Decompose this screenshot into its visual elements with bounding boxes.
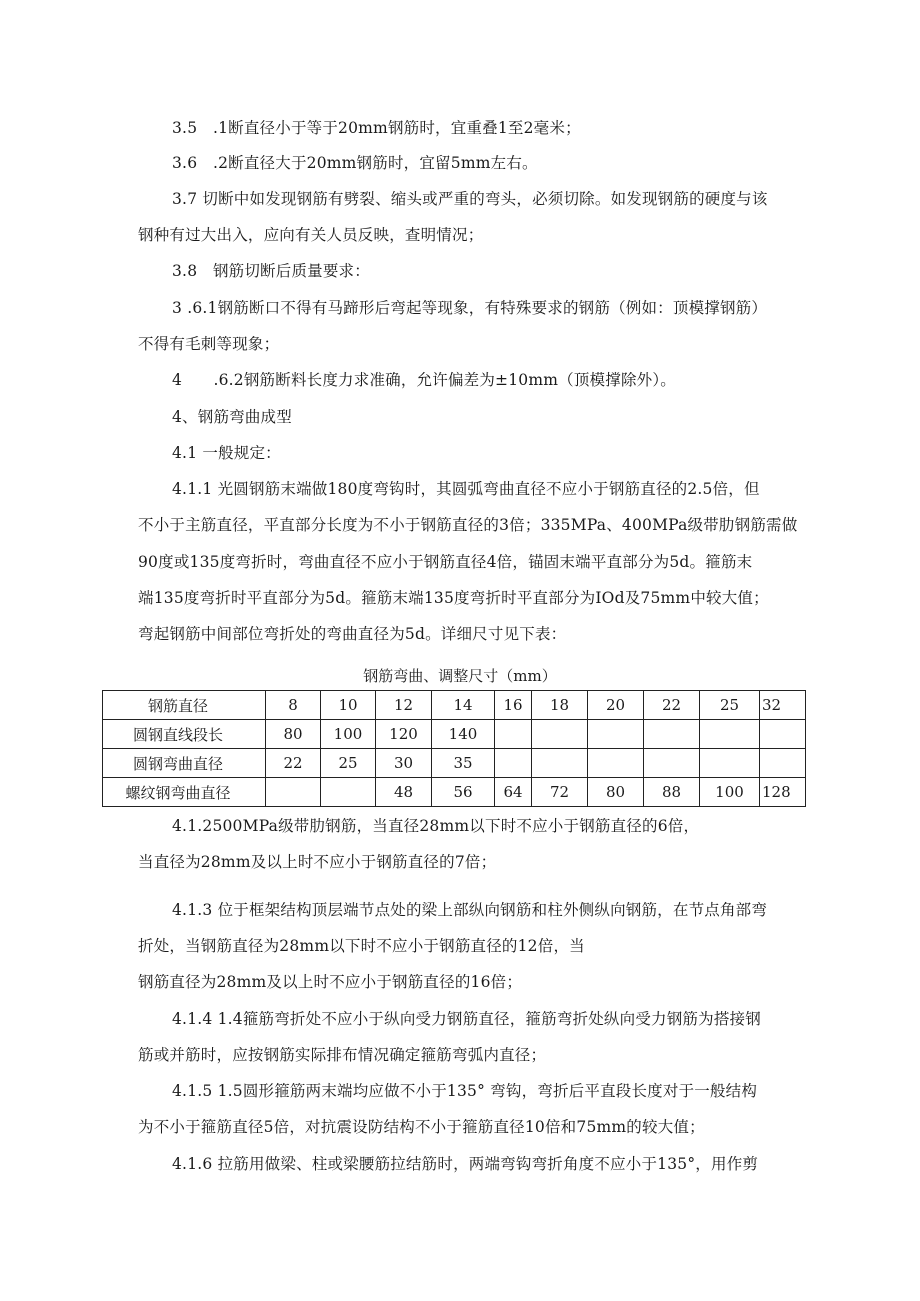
paragraph-4-1-3-line2: 折处，当钢筋直径为28mm以下时不应小于钢筋直径的12倍，当 <box>138 937 585 955</box>
paragraph-4-1-1-line3: 90度或135度弯折时，弯曲直径不应小于钢筋直径4倍，锚固末端平直部分为5d。箍筋末 <box>138 553 753 571</box>
table-cell <box>644 749 700 778</box>
table-cell: 35 <box>432 749 495 778</box>
paragraph-4-6-2: 4 .6.2钢筋断料长度力求准确，允许偏差为±10mm（顶模撑除外）。 <box>172 371 676 389</box>
table-cell: 64 <box>495 778 532 807</box>
section-heading-4-1: 4.1 一般规定： <box>172 444 281 462</box>
paragraph-4-1-3-line3: 钢筋直径为28mm及以上时不应小于钢筋直径的16倍； <box>138 973 523 991</box>
table-cell <box>700 749 760 778</box>
table-row-label: 圆钢直线段长 <box>103 720 266 749</box>
paragraph-4-1-3-line1: 4.1.3 位于框架结构顶层端节点处的梁上部纵向钢筋和柱外侧纵向钢筋，在节点角部弯 <box>172 901 768 919</box>
paragraph-3-8: 3.8 钢筋切断后质量要求： <box>172 262 370 280</box>
table-cell <box>266 778 321 807</box>
paragraph-3-6-1-line2: 不得有毛刺等现象； <box>138 335 280 353</box>
paragraph-4-1-4-line2: 筋或并筋时，应按钢筋实际排布情况确定箍筋弯弧内直径； <box>138 1046 547 1064</box>
table-cell <box>760 720 806 749</box>
table-header-cell: 12 <box>376 691 432 720</box>
paragraph-4-1-5-line1: 4.1.5 1.5圆形箍筋两末端均应做不小于135° 弯钩，弯折后平直段长度对于一般结构 <box>172 1082 758 1100</box>
paragraph-3-6-1-line1: 3 .6.1钢筋断口不得有马蹄形后弯起等现象，有特殊要求的钢筋（例如：顶模撑钢筋） <box>172 299 768 317</box>
paragraph-4-1-1-line5: 弯起钢筋中间部位弯折处的弯曲直径为5d。详细尺寸见下表： <box>138 625 567 643</box>
table-header-cell: 钢筋直径 <box>103 691 266 720</box>
table-cell: 25 <box>321 749 376 778</box>
table-row <box>103 749 806 778</box>
paragraph-3-7-line1: 3.7 切断中如发现钢筋有劈裂、缩头或严重的弯头，必须切除。如发现钢筋的硬度与该 <box>172 190 768 208</box>
table-header-cell: 25 <box>700 691 760 720</box>
table-cell: 48 <box>376 778 432 807</box>
paragraph-4-1-1-line2: 不小于主筋直径，平直部分长度为不小于钢筋直径的3倍；335MPa、400MPa级带肋钢筋需做 <box>138 516 798 534</box>
table-cell <box>760 749 806 778</box>
table-row <box>103 720 806 749</box>
paragraph-3-6: 3.6 .2断直径大于20mm钢筋时，宜留5mm左右。 <box>172 154 538 172</box>
rebar-bending-table <box>102 690 806 807</box>
paragraph-4-1-2-line2: 当直径为28mm及以上时不应小于钢筋直径的7倍； <box>138 853 497 871</box>
paragraph-4-1-1-line4: 端135度弯折时平直部分为5d。箍筋末端135度弯折时平直部分为IOd及75mm中较大值； <box>138 589 769 607</box>
paragraph-4-1-6-line1: 4.1.6 拉筋用做梁、柱或梁腰筋拉结筋时，两端弯钩弯折角度不应小于135°，用作剪 <box>172 1155 759 1173</box>
table-cell: 120 <box>376 720 432 749</box>
table-cell <box>532 720 588 749</box>
table-cell: 100 <box>321 720 376 749</box>
table-cell: 140 <box>432 720 495 749</box>
paragraph-4-1-2-line1: 4.1.2500MPa级带肋钢筋，当直径28mm以下时不应小于钢筋直径的6倍， <box>172 817 700 835</box>
table-cell: 128 <box>760 778 806 807</box>
table-header-cell: 16 <box>495 691 532 720</box>
table-header-row <box>103 691 806 720</box>
paragraph-4-1-5-line2: 为不小于箍筋直径5倍，对抗震设防结构不小于箍筋直径10倍和75mm的较大值； <box>138 1118 705 1136</box>
table-header-cell: 20 <box>588 691 644 720</box>
table-cell: 80 <box>266 720 321 749</box>
table-cell <box>588 749 644 778</box>
table-caption: 钢筋弯曲、调整尺寸（mm） <box>363 667 557 685</box>
table-header-cell: 8 <box>266 691 321 720</box>
paragraph-3-7-line2: 钢种有过大出入，应向有关人员反映，查明情况； <box>138 226 484 244</box>
table-cell: 72 <box>532 778 588 807</box>
table-cell: 56 <box>432 778 495 807</box>
paragraph-4-1-1-line1: 4.1.1 光圆钢筋末端做180度弯钩时，其圆弧弯曲直径不应小于钢筋直径的2.5倍，但 <box>172 480 760 498</box>
table-header-cell: 22 <box>644 691 700 720</box>
paragraph-3-5: 3.5 .1断直径小于等于20mm钢筋时，宜重叠1至2毫米； <box>172 119 581 137</box>
table-cell <box>495 749 532 778</box>
table-header-cell: 18 <box>532 691 588 720</box>
table-cell <box>532 749 588 778</box>
section-heading-4: 4、钢筋弯曲成型 <box>172 408 292 426</box>
table-header-cell: 32 <box>760 691 806 720</box>
table-cell: 22 <box>266 749 321 778</box>
table-cell <box>644 720 700 749</box>
table-row-label: 螺纹钢弯曲直径 <box>103 778 266 807</box>
paragraph-4-1-4-line1: 4.1.4 1.4箍筋弯折处不应小于纵向受力钢筋直径，箍筋弯折处纵向受力钢筋为搭接钢 <box>172 1010 761 1028</box>
table-cell: 88 <box>644 778 700 807</box>
table-cell: 100 <box>700 778 760 807</box>
table-header-cell: 10 <box>321 691 376 720</box>
table-row <box>103 778 806 807</box>
table-cell <box>700 720 760 749</box>
table-cell <box>321 778 376 807</box>
table-row-label: 圆钢弯曲直径 <box>103 749 266 778</box>
table-cell: 30 <box>376 749 432 778</box>
table-cell: 80 <box>588 778 644 807</box>
table-cell <box>495 720 532 749</box>
table-header-cell: 14 <box>432 691 495 720</box>
table-cell <box>588 720 644 749</box>
